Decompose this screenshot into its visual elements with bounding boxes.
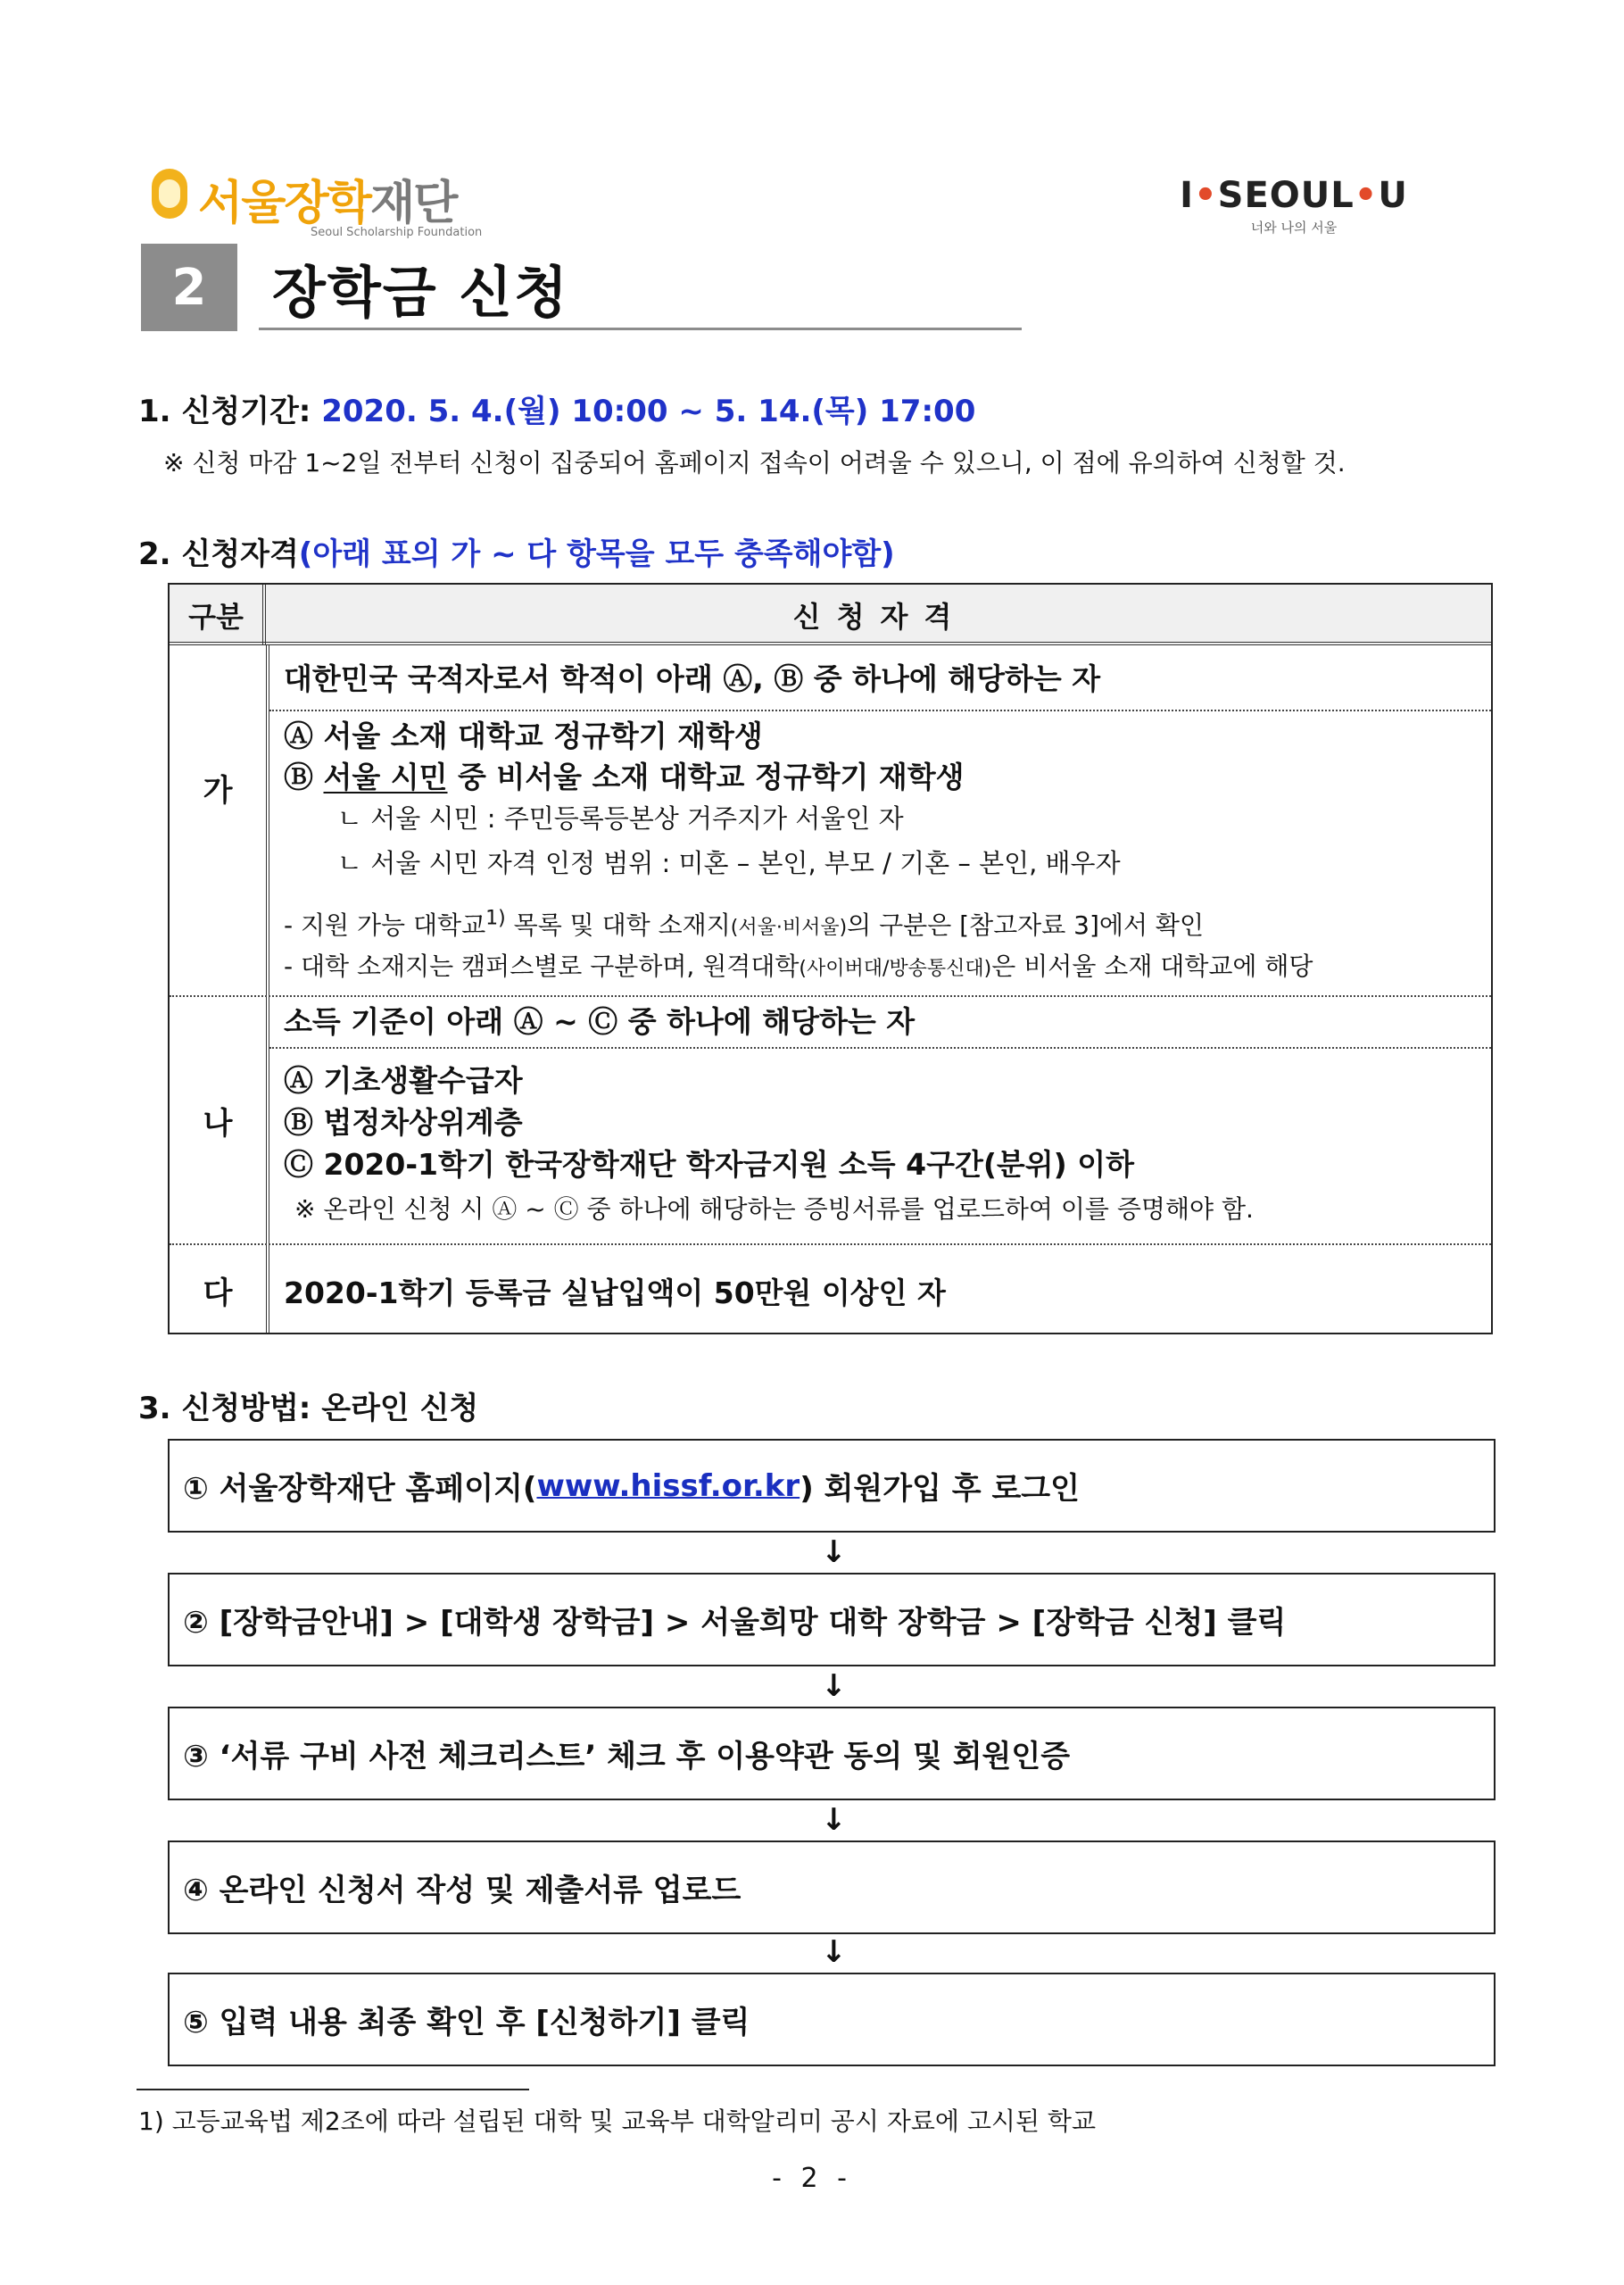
section-number: 2 [141,244,237,331]
ga-note-1: - 지원 가능 대학교$^{1)}$ 목록 및 대학 소재지(서울·비서울)의 구분은 [참고자료 3]에서 확인 [284,907,1205,940]
period-heading [138,386,975,430]
ga-sub-2: ㄴ 서울 시민 자격 인정 범위 : 미혼 – 본인, 부모 / 기혼 – 본인, 배우자 [337,848,1121,878]
na-item-b: Ⓑ 법정차상위계층 [284,1105,523,1140]
i-seoul-u-subtitle: 너와 나의 서울 [1250,220,1338,236]
i-seoul-u-logo [1178,175,1410,237]
row-divider [269,710,1491,711]
row-label-da: 다 [203,1275,233,1311]
period-label: 1. 신청기간: [138,394,311,429]
row-label-ga: 가 [203,772,233,809]
na-note: ※ 온라인 신청 시 Ⓐ ~ Ⓒ 중 하나에 해당하는 증빙서류를 업로드하여 이를 증명해야 함. [294,1194,1254,1224]
ga-item-a: Ⓐ 서울 소재 대학교 정규학기 재학생 [284,719,763,753]
logo-wordmark: 서울장학재단 [198,177,457,230]
step-2: ② [장학금안내] > [대학생 장학금] > 서울희망 대학 장학금 > [장학금 신청] 클릭 [168,1573,1496,1666]
step-arrow-icon: ↓ [821,1802,847,1838]
step-4: ④ 온라인 신청서 작성 및 제출서류 업로드 [168,1840,1496,1934]
qualification-heading [138,529,895,573]
step-3: ③ ‘서류 구비 사전 체크리스트’ 체크 후 이용약관 동의 및 회원인증 [168,1707,1496,1800]
section-title: 장학금 신청 [272,260,570,325]
header-qualification: 신청자격 [792,600,968,634]
row-divider [269,1047,1491,1049]
ga-lead: 대한민국 국적자로서 학적이 아래 Ⓐ, Ⓑ 중 하나에 해당하는 자 [284,661,1101,696]
na-lead: 소득 기준이 아래 Ⓐ ~ Ⓒ 중 하나에 해당하는 자 [284,1004,916,1039]
ga-item-b: Ⓑ 서울 시민 중 비서울 소재 대학교 정규학기 재학생 [284,760,965,794]
step-arrow-icon: ↓ [821,1934,847,1970]
step-arrow-icon: ↓ [821,1668,847,1704]
page-number: - 2 - [772,2163,852,2194]
footnote: 1) 고등교육법 제2조에 따라 설립된 대학 및 교육부 대학알리미 공시 자료에 고시된 학교 [138,2106,1096,2136]
qualification-table [168,583,1493,1334]
period-note: ※ 신청 마감 1~2일 전부터 신청이 집중되어 홈페이지 접속이 어려울 수 있으니, 이 점에 유의하여 신청할 것. [163,448,1346,478]
ga-sub-1: ㄴ 서울 시민 : 주민등록등본상 거주지가 서울인 자 [337,803,904,834]
row-label-na: 나 [203,1105,233,1142]
foundation-emblem-icon [152,169,187,219]
da-text: 2020-1학기 등록금 실납입액이 50만원 이상인 자 [284,1275,946,1310]
foundation-logo [152,165,483,245]
period-value: 2020. 5. 4.(월) 10:00 ~ 5. 14.(목) 17:00 [321,394,976,429]
step-arrow-icon: ↓ [821,1534,847,1570]
footnote-rule [137,2089,529,2090]
row-divider [170,995,1491,997]
header-category: 구분 [170,585,266,645]
homepage-link[interactable]: www.hissf.or.kr [536,1467,800,1504]
table-column-divider [266,645,269,1333]
ga-note-2: - 대학 소재지는 캠퍼스별로 구분하며, 원격대학(사이버대/방송통신대)은 비서울 소재 대학교에 해당 [284,951,1313,981]
table-header-row [170,585,1491,645]
na-item-a: Ⓐ 기초생활수급자 [284,1063,523,1098]
qualification-label: 2. 신청자격 [138,536,299,572]
step-5: ⑤ 입력 내용 최종 확인 후 [신청하기] 클릭 [168,1973,1496,2066]
logo-subtitle: Seoul Scholarship Foundation [311,226,483,239]
row-divider [170,1243,1491,1245]
section-title-rule [259,328,1022,330]
step-1: ① 서울장학재단 홈페이지( www.hissf.or.kr ) 회원가입 후 로그인 [168,1439,1496,1533]
method-heading: 3. 신청방법: 온라인 신청 [138,1391,479,1426]
qualification-condition: (아래 표의 가 ~ 다 항목을 모두 충족해야함) [298,536,895,572]
i-seoul-u-wordmark: I•SEOUL•U [1180,175,1408,216]
na-item-c: Ⓒ 2020-1학기 한국장학재단 학자금지원 소득 4구간(분위) 이하 [284,1147,1134,1182]
seoul-citizen-underline: 서울 시민 [323,760,448,794]
